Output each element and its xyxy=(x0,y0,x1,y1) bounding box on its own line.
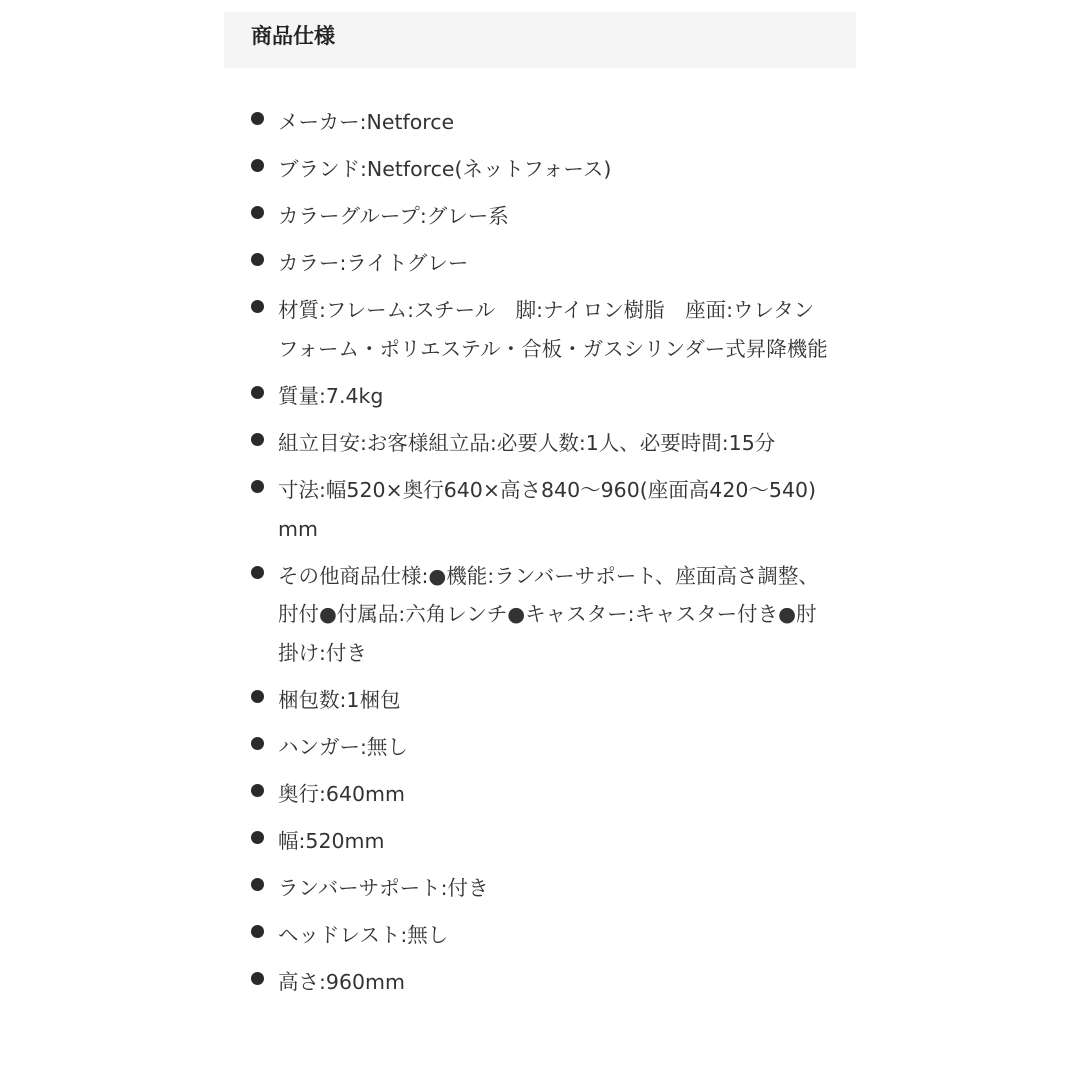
spec-section-title: 商品仕様 xyxy=(251,24,335,48)
spec-item-text: メーカー:Netforce xyxy=(278,110,455,134)
bullet-icon xyxy=(251,737,264,750)
spec-item-text: その他商品仕様:●機能:ランバーサポート、座面高さ調整、肘付●付属品:六角レンチ●キャスター:キャスター付き●肘掛け:付き xyxy=(278,563,819,665)
spec-item-color-group xyxy=(248,197,828,236)
spec-item-width xyxy=(248,822,828,861)
bullet-icon xyxy=(251,831,264,844)
spec-item-text: 奥行:640mm xyxy=(278,782,405,807)
bullet-icon xyxy=(251,433,264,446)
bullet-icon xyxy=(251,386,264,399)
spec-item-text: 高さ:960mm xyxy=(278,970,405,995)
spec-item-height xyxy=(248,963,828,1002)
bullet-icon xyxy=(251,690,264,703)
spec-item-material xyxy=(248,291,828,368)
spec-item-maker xyxy=(248,103,828,142)
spec-item-text: ハンガー:無し xyxy=(278,734,408,759)
spec-item-depth xyxy=(248,775,828,814)
bullet-icon xyxy=(251,972,264,985)
bullet-icon xyxy=(251,925,264,938)
spec-item-other-specs xyxy=(248,557,828,673)
spec-list xyxy=(248,103,828,1011)
bullet-icon xyxy=(251,784,264,797)
spec-item-color xyxy=(248,244,828,283)
spec-item-text: カラー:ライトグレー xyxy=(278,251,469,276)
spec-item-text: 幅:520mm xyxy=(278,829,385,854)
spec-item-text: ヘッドレスト:無し xyxy=(278,923,449,948)
spec-section-header xyxy=(224,12,856,68)
spec-item-dimensions xyxy=(248,471,828,548)
spec-item-text: ランバーサポート:付き xyxy=(278,876,489,901)
spec-item-lumbar-support xyxy=(248,869,828,908)
bullet-icon xyxy=(251,253,264,266)
spec-item-brand xyxy=(248,150,828,189)
bullet-icon xyxy=(251,159,264,172)
spec-item-weight xyxy=(248,377,828,416)
spec-item-text: ブランド:Netforce(ネットフォース) xyxy=(278,157,612,182)
spec-item-headrest xyxy=(248,916,828,955)
spec-item-text: 組立目安:お客様組立品:必要人数:1人、必要時間:15分 xyxy=(278,431,776,456)
spec-item-text: 寸法:幅520×奥行640×高さ840〜960(座面高420〜540)mm xyxy=(278,478,817,541)
spec-item-text: カラーグループ:グレー系 xyxy=(278,204,509,229)
spec-item-package-count xyxy=(248,681,828,720)
bullet-icon xyxy=(251,112,264,125)
bullet-icon xyxy=(251,480,264,493)
spec-item-assembly xyxy=(248,424,828,463)
spec-item-text: 材質:フレーム:スチール 脚:ナイロン樹脂 座面:ウレタンフォーム・ポリエステル・合板・ガスシリンダー式昇降機能 xyxy=(278,298,828,361)
spec-item-text: 質量:7.4kg xyxy=(278,383,384,408)
spec-item-text: 梱包数:1梱包 xyxy=(278,687,401,712)
bullet-icon xyxy=(251,566,264,579)
bullet-icon xyxy=(251,300,264,313)
spec-item-hanger xyxy=(248,728,828,767)
bullet-icon xyxy=(251,206,264,219)
bullet-icon xyxy=(251,878,264,891)
